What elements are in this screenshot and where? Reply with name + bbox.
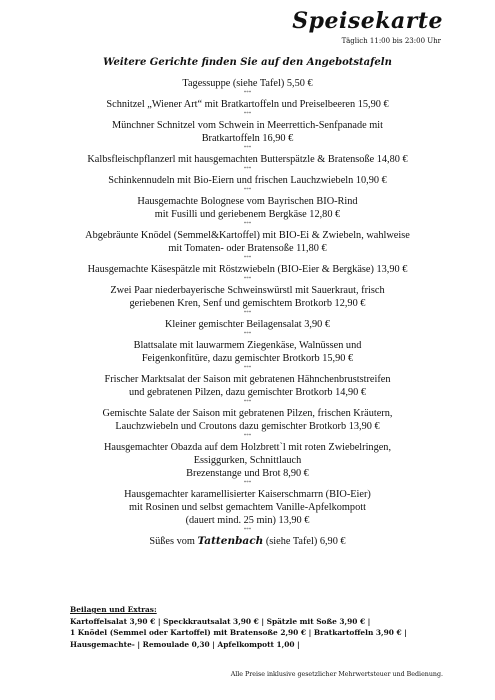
menu-item xyxy=(40,373,455,399)
menu-list xyxy=(40,77,455,548)
separator: *** xyxy=(243,146,252,151)
menu-item xyxy=(40,174,455,187)
menu-item xyxy=(40,318,455,331)
separator: *** xyxy=(243,112,252,117)
menu-item-line: Hausgemachte Bolognese vom Bayrischen BIO-Rind xyxy=(137,196,358,207)
menu-item-line: Münchner Schnitzel vom Schwein in Meerrettich-Senfpanade mit xyxy=(111,120,384,131)
dessert-prefix: Süßes vom xyxy=(149,536,198,547)
menu-item-line: mit Fusilli und geriebenem Bergkäse 12,80 € xyxy=(154,209,341,220)
menu-item xyxy=(40,263,455,276)
separator: *** xyxy=(243,91,252,96)
separator: *** xyxy=(243,277,252,282)
separator: *** xyxy=(243,167,252,172)
menu-item xyxy=(40,407,455,433)
menu-item-line: Gemischte Salate der Saison mit gebratenen Pilzen, frischen Kräutern, xyxy=(102,408,393,419)
menu-item-line: mit Rosinen und selbst gemachtem Vanille-Apfelkompott xyxy=(129,502,366,513)
separator: *** xyxy=(243,434,252,439)
page-title: Speisekarte xyxy=(292,8,443,34)
separator: *** xyxy=(243,332,252,337)
separator: *** xyxy=(243,188,252,193)
menu-item-line: Abgebräunte Knödel (Semmel&Kartoffel) mit BIO-Ei & Zwiebeln, wahlweise xyxy=(85,230,410,241)
menu-item xyxy=(40,195,455,221)
separator: *** xyxy=(243,400,252,405)
menu-item-line: Frischer Marktsalat der Saison mit gebratenen Hähnchenbruststreifen xyxy=(104,374,391,385)
menu-item-line: Essiggurken, Schnittlauch xyxy=(193,455,302,466)
brand-name: Tattenbach xyxy=(197,535,264,547)
separator: *** xyxy=(243,481,252,486)
separator: *** xyxy=(243,528,252,533)
menu-item-line: Brezenstange und Brot 8,90 € xyxy=(186,468,309,479)
menu-item xyxy=(40,119,455,145)
menu-item-line: (dauert mind. 25 min) 13,90 € xyxy=(185,515,310,526)
separator: *** xyxy=(243,366,252,371)
extras-line: Kartoffelsalat 3,90 € | Speckkrautsalat 3,90 € | Spätzle mit Soße 3,90 € | xyxy=(70,616,371,626)
menu-item-line: Blattsalate mit lauwarmem Ziegenkäse, Walnüssen und xyxy=(133,340,362,351)
menu-item-line: und gebratenen Pilzen, dazu gemischter Brotkorb 14,90 € xyxy=(128,387,367,398)
menu-item-line: Hausgemachter karamellisierter Kaiserschmarrn (BIO-Eier) xyxy=(124,489,371,500)
dessert-suffix: (siehe Tafel) 6,90 € xyxy=(263,536,346,547)
menu-item-line: Schnitzel „Wiener Art“ mit Bratkartoffeln und Preiselbeeren 15,90 € xyxy=(106,99,389,110)
menu-item-line: Feigenkonfitüre, dazu gemischter Brotkorb 15,90 € xyxy=(141,353,354,364)
menu-item xyxy=(40,98,455,111)
extras-line: 1 Knödel (Semmel oder Kartoffel) mit Bratensoße 2,90 € | Bratkartoffeln 3,90 € | xyxy=(70,628,407,637)
menu-item-line: Bratkartoffeln 16,90 € xyxy=(201,133,294,144)
menu-item xyxy=(40,77,455,90)
separator: *** xyxy=(243,311,252,316)
extras-section xyxy=(70,604,407,650)
dessert-item xyxy=(40,535,455,548)
menu-item-line: Zwei Paar niederbayerische Schweinswürstl mit Sauerkraut, frisch xyxy=(110,285,385,296)
menu-item xyxy=(40,153,455,166)
menu-item-line: Schinkennudeln mit Bio-Eiern und frischen Lauchzwiebeln 10,90 € xyxy=(108,175,387,186)
menu-item-line: Kalbsfleischpflanzerl mit hausgemachten Butterspätzle & Bratensoße 14,80 € xyxy=(87,154,408,165)
separator: *** xyxy=(243,222,252,227)
menu-item-line: Hausgemachter Obazda auf dem Holzbrett`l mit roten Zwiebelringen, xyxy=(103,442,392,453)
separator: *** xyxy=(243,256,252,261)
footer-note: Alle Preise inklusive gesetzlicher Mehrwertsteuer und Bedienung. xyxy=(230,671,443,678)
menu-item-line: Kleiner gemischter Beilagensalat 3,90 € xyxy=(165,319,330,330)
extras-heading: Beilagen und Extras: xyxy=(70,605,157,614)
menu-item xyxy=(40,441,455,480)
extras-line: Hausgemachte- | Remoulade 0,30 | Apfelkompott 1,00 | xyxy=(70,639,300,649)
menu-item xyxy=(40,488,455,527)
menu-item-line: mit Tomaten- oder Bratensoße 11,80 € xyxy=(168,243,327,254)
menu-item xyxy=(40,284,455,310)
menu-item xyxy=(40,339,455,365)
menu-item xyxy=(40,229,455,255)
menu-item-line: Hausgemachte Käsespätzle mit Röstzwiebeln (BIO-Eier & Bergkäse) 13,90 € xyxy=(87,264,408,275)
menu-item-line: Tagessuppe (siehe Tafel) 5,50 € xyxy=(182,78,313,89)
menu-item-line: geriebenen Kren, Senf und gemischtem Brotkorb 12,90 € xyxy=(129,298,366,309)
menu-item-line: Lauchzwiebeln und Croutons dazu gemischter Brotkorb 13,90 € xyxy=(115,421,380,432)
opening-hours: Täglich 11:00 bis 23:00 Uhr xyxy=(341,37,441,45)
subtitle: Weitere Gerichte finden Sie auf den Angebotstafeln xyxy=(103,57,392,68)
